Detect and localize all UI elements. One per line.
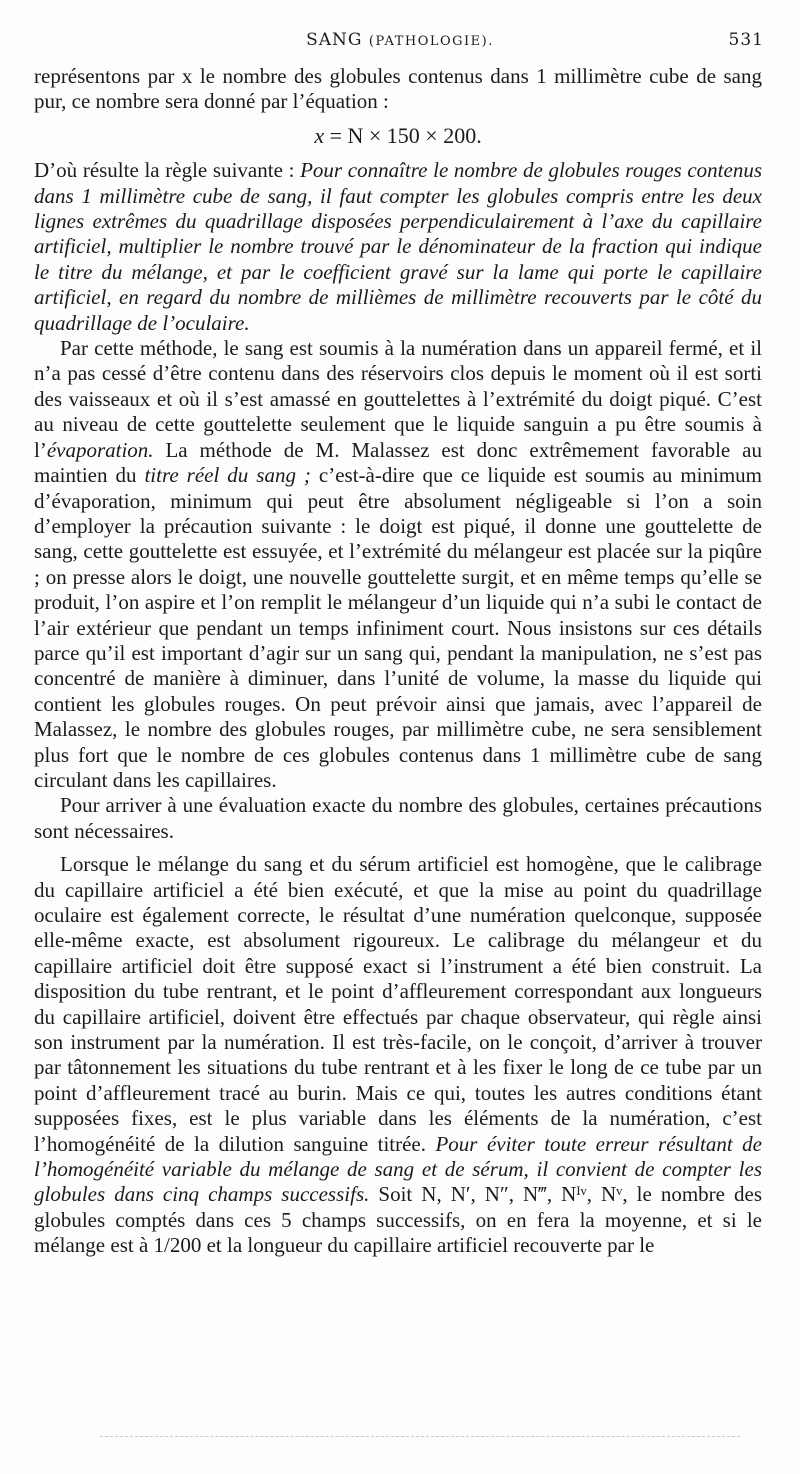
page-number: 531 (728, 30, 764, 50)
paragraph-3-italic-2: titre réel du sang ; (144, 463, 311, 488)
equation-rhs: = N × 150 × 200. (329, 122, 482, 148)
equation-variable: x (314, 122, 325, 148)
paragraph-4: Pour arriver à une évaluation exacte du nombre des globules, certaines précautions sont nécessaires. (34, 793, 762, 843)
paragraph-3-part-b: La méthode de M. Malassez est donc extrêmement favorable au maintien du (34, 437, 762, 488)
paragraph-2 (34, 158, 762, 336)
paragraph-3-italic-1: évaporation. (46, 437, 154, 462)
equation (34, 123, 762, 148)
paragraph-5-part-b: Soit N, N′, N″, N‴, Nᴵᵛ, Nᵛ, le nombre des globules comptés dans ces 5 champs successifs, on en fera la moyenne, et si le mélange est à 1/200 et la longueur du capillaire artificiel recouverte par le (34, 1182, 762, 1258)
paragraph-3-part-a: Par cette méthode, le sang est soumis à la numération dans un appareil fermé, et il n’a pas cessé d’être contenu dans des réservoirs clos depuis le moment où il est sorti des vaisseaux et où il s’est amassé en gouttelettes à l’extrémité du doigt piqué. C’est au niveau de cette gouttelette seulement que le liquide sanguin a pu être soumis à l’ (34, 336, 762, 462)
paragraph-2-rule: Pour connaître le nombre de globules rouges contenus dans 1 millimètre cube de sang, il faut compter les globules compris entre les deux lignes extrêmes du quadrillage disposées perpendiculairement à l’axe du capillaire artificiel, multiplier le nombre trouvé par le dénominateur de la fraction qui indique le titre du mélange, et par le coefficient gravé sur la lame qui porte le capillaire artificiel, en regard du nombre de millièmes de millimètre recouverts par le côté du quadrillage de l’oculaire. (34, 158, 762, 335)
paragraph-5-italic: Pour éviter toute erreur résultant de l’homogénéité variable du mélange de sang et de sérum, il convient de compter les globules dans cinq champs successifs. (34, 1131, 762, 1207)
paragraph-3-part-c: c’est-à-dire que ce liquide est soumis au minimum d’évaporation, minimum qui peut être absolument négligeable si l’on a soin d’employer la précaution suivante : le doigt est piqué, il donne une gouttelette de sang, cette gouttelette est essuyée, et l’extrémité du mélangeur est placée sur la piqûre ; on presse alors le doigt, une nouvelle gouttelette surgit, et en même temps qu’elle se produit, l’on aspire et l’on remplit le mélangeur d’un liquide qui n’a subi le contact de l’air extérieur que pendant un temps infiniment court. Nous insistons sur ces détails parce qu’il est important d’agir sur un sang qui, pendant la manipulation, ne s’est pas concentré de manière à diminuer, dans l’unité de volume, la masse du liquide qui contient les globules rouges. On peut prévoir ainsi que jamais, avec l’appareil de Malassez, le nombre des globules rouges, par millimètre cube, ne sera sensiblement plus fort que le nombre de ces globules contenus dans 1 millimètre cube de sang circulant dans les capillaires. (34, 463, 763, 792)
running-header (30, 30, 770, 54)
header-title-main: SANG (306, 30, 363, 50)
paragraph-5-part-a: Lorsque le mélange du sang et du sérum artificiel est homogène, que le calibrage du capillaire artificiel a été bien exécuté, et que la mise au point du quadrillage oculaire est également correcte, le résultat d’une numération quelconque, supposée elle-même exacte, est absolument rigoureux. Le calibrage du mélangeur et du capillaire artificiel doit être supposé exact si l’instrument a été bien construit. La disposition du tube rentrant, et le point d’affleurement correspondant aux longueurs du capillaire artificiel, doivent être effectués par chaque observateur, qui règle ainsi son instrument par la numération. Il est très-facile, on le conçoit, d’arriver à trouver par tâtonnement les situations du tube rentrant et à les fixer le long de ce tube par un point d’affleurement tracé au burin. Mais ce qui, toutes les autres conditions étant supposées fixes, est le plus variable dans les éléments de la numération, c’est l’homogénéité de la dilution sanguine titrée. (34, 852, 762, 1156)
body-text (34, 64, 762, 1259)
header-title (30, 30, 770, 50)
paragraph-1: représentons par x le nombre des globules contenus dans 1 millimètre cube de sang pur, ce nombre sera donné par l’équation : (34, 64, 762, 114)
header-title-sub: (PATHOLOGIE). (368, 34, 494, 49)
scan-footer-noise (100, 1436, 740, 1439)
paragraph-3 (34, 336, 762, 793)
paragraph-5 (34, 852, 762, 1259)
paragraph-2-lead: D’où résulte la règle suivante : (34, 158, 301, 183)
